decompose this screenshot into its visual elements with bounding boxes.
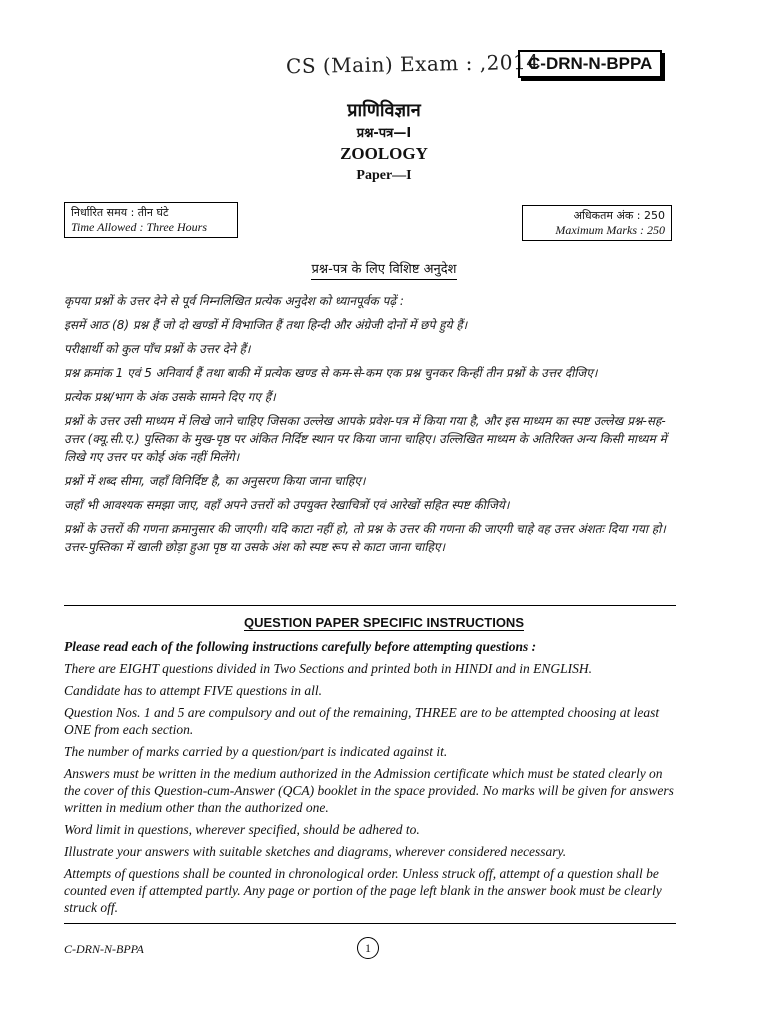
maximum-marks-box [522,205,672,241]
exam-title: CS (Main) Exam : ,2014 [285,49,540,79]
english-instructions-heading: QUESTION PAPER SPECIFIC INSTRUCTIONS [243,615,524,630]
hindi-instruction: प्रश्न क्रमांक 1 एवं 5 अनिवार्य हैं तथा बाकी में प्रत्येक खण्ड से कम-से-कम एक प्रश्न चुनकर किन्हीं तीन प्रश्नों के उत्तर दीजिए। [64,366,598,380]
hindi-instruction: जहाँ भी आवश्यक समझा जाए, वहाँ अपने उत्तरों को उपयुक्त रेखाचित्रों एवं आरेखों सहित स्पष्ट कीजिये। [64,498,510,512]
english-instruction: Illustrate your answers with suitable sketches and diagrams, wherever considered necessary. [64,844,567,859]
english-instruction: Please read each of the following instructions carefully before attempting questions : [64,639,537,654]
subject-hindi: प्राणिविज्ञान [347,100,421,121]
english-instruction: Answers must be written in the medium authorized in the Admission certificate which must be stated clearly on the cover of this Question-cum-Answer (QCA) booklet in the space provided. No marks will be given for answers written in medium other than the authorized one. [64,766,674,815]
paper-hindi: प्रश्न-पत्र—I [356,126,412,141]
english-instruction: Candidate has to attempt FIVE questions in all. [64,683,322,698]
hindi-instruction: प्रश्नों के उत्तर उसी माध्यम में लिखे जाने चाहिए जिसका उल्लेख आपके प्रवेश-पत्र में किया गया है, और इस माध्यम का स्पष्ट उल्लेख प्रश्न-सह-उत्तर (क्यू.सी.ए.) पुस्तिका के मुख-पृष्ठ पर अंकित निर्दिष्ट स्थान पर किया जाना चाहिए। उल्लिखित माध्यम के अतिरिक्त अन्य किसी माध्यम में लिखे गए उत्तर पर कोई अंक नहीं मिलेंगे। [64,414,667,464]
paper-code-box: C-DRN-N-BPPA [518,50,662,78]
page-number: 1 [357,937,379,959]
hindi-instructions-list [64,292,676,562]
hindi-instruction: प्रत्येक प्रश्न/भाग के अंक उसके सामने दिए गए हैं। [64,390,276,404]
english-instruction: Question Nos. 1 and 5 are compulsory and out of the remaining, THREE are to be attempted choosing at least ONE from each section. [64,705,660,737]
maximum-marks-hindi: अधिकतम अंक : 250 [573,209,665,222]
time-allowed-box [64,202,238,238]
english-instruction: The number of marks carried by a question/part is indicated against it. [64,744,448,759]
english-instructions-list [64,638,678,921]
english-instruction: Word limit in questions, wherever specified, should be adhered to. [64,822,420,837]
hindi-instructions-heading: प्रश्न-पत्र के लिए विशिष्ट अनुदेश [0,259,768,277]
hindi-instruction: परीक्षार्थी को कुल पाँच प्रश्नों के उत्तर देने हैं। [64,342,251,356]
paper-english: Paper—I [356,168,412,183]
hindi-instruction: प्रश्नों के उत्तरों की गणना क्रमानुसार की जाएगी। यदि काटा नहीं हो, तो प्रश्न के उत्तर की गणना की जाएगी चाहे वह उत्तर अंशतः दिया गया हो। उत्तर-पुस्तिका में खाली छोड़ा हुआ पृष्ठ या उसके अंश को स्पष्ट रूप से काटा जाना चाहिए। [64,522,666,554]
footer-divider [64,923,676,924]
hindi-instruction: कृपया प्रश्नों के उत्तर देने से पूर्व निम्नलिखित प्रत्येक अनुदेश को ध्यानपूर्वक पढ़ें : [64,294,404,308]
english-instruction: There are EIGHT questions divided in Two Sections and printed both in HINDI and in ENGLISH. [64,661,592,676]
time-allowed-english: Time Allowed : Three Hours [71,220,208,234]
subject-english: ZOOLOGY [340,144,428,163]
time-allowed-hindi: निर्धारित समय : तीन घंटे [71,206,169,219]
maximum-marks-english: Maximum Marks : 250 [555,223,665,237]
english-instruction: Attempts of questions shall be counted in chronological order. Unless struck off, attempt of a question shall be counted even if attempted partly. Any page or portion of the page left blank in the answer book must be clearly struck off. [64,866,662,915]
section-divider [64,605,676,606]
hindi-instruction: इसमें आठ (8) प्रश्न हैं जो दो खण्डों में विभाजित हैं तथा हिन्दी और अंग्रेजी दोनों में छपे हुये हैं। [64,318,468,332]
hindi-instruction: प्रश्नों में शब्द सीमा, जहाँ विनिर्दिष्ट है, का अनुसरण किया जाना चाहिए। [64,474,366,488]
footer-paper-code: C-DRN-N-BPPA [64,942,144,956]
